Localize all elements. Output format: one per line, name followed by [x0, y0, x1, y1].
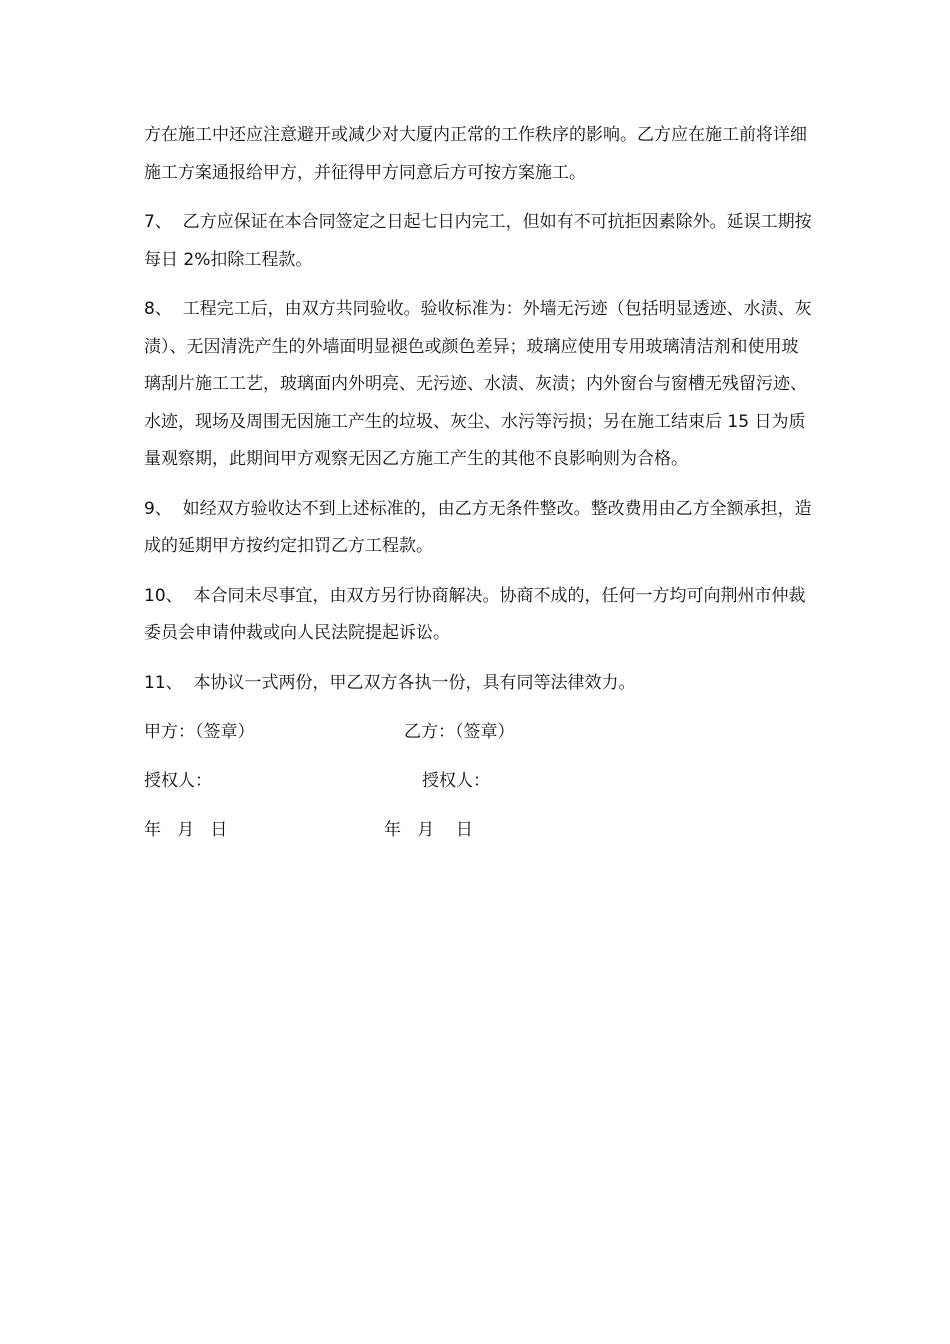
clause-11: 11、 本协议一式两份，甲乙双方各执一份，具有同等法律效力。 [144, 672, 636, 693]
signature-row-party [144, 714, 814, 763]
document-body [144, 117, 814, 861]
party-a-date: 年 月 日 [144, 820, 228, 840]
party-b-authorized-person: 授权人： [422, 771, 490, 791]
signature-row-authorized [144, 763, 814, 812]
paragraph-continuation: 方在施工中还应注意避开或减少对大厦内正常的工作秩序的影响。乙方应在施工前将详细施工方案通报给甲方，并征得甲方同意后方可按方案施工。 [144, 125, 807, 183]
clause-9: 9、 如经双方验收达不到上述标准的，由乙方无条件整改。整改费用由乙方全额承担，造成的延期甲方按约定扣罚乙方工程款。 [144, 498, 812, 556]
party-b-seal: 乙方：（签章） [404, 722, 515, 742]
clause-10: 10、 本合同未尽事宜，由双方另行协商解决。协商不成的，任何一方均可向荆州市仲裁委员会申请仲裁或向人民法院提起诉讼。 [144, 585, 806, 643]
clause-8: 8、 工程完工后，由双方共同验收。验收标准为：外墙无污迹（包括明显透迹、水渍、灰渍）、无因清洗产生的外墙面明显褪色或颜色差异；玻璃应使用专用玻璃清洁剂和使用玻璃刮片施工工艺，玻璃面内外明亮、无污迹、水渍、灰渍；内外窗台与窗槽无残留污迹、水迹，现场及周围无因施工产生的垃圾、灰尘、水污等污损；另在施工结束后 15 日为质量观察期，此期间甲方观察无因乙方施工产生的其他不良影响则为合格。 [144, 299, 812, 469]
party-a-seal: 甲方：（签章） [144, 722, 255, 742]
party-b-date: 年 月 日 [384, 820, 473, 840]
party-a-authorized-person: 授权人： [144, 771, 212, 791]
clause-7: 7、 乙方应保证在本合同签定之日起七日内完工，但如有不可抗拒因素除外。延误工期按每日 2%扣除工程款。 [144, 212, 812, 270]
signature-row-date [144, 812, 814, 861]
